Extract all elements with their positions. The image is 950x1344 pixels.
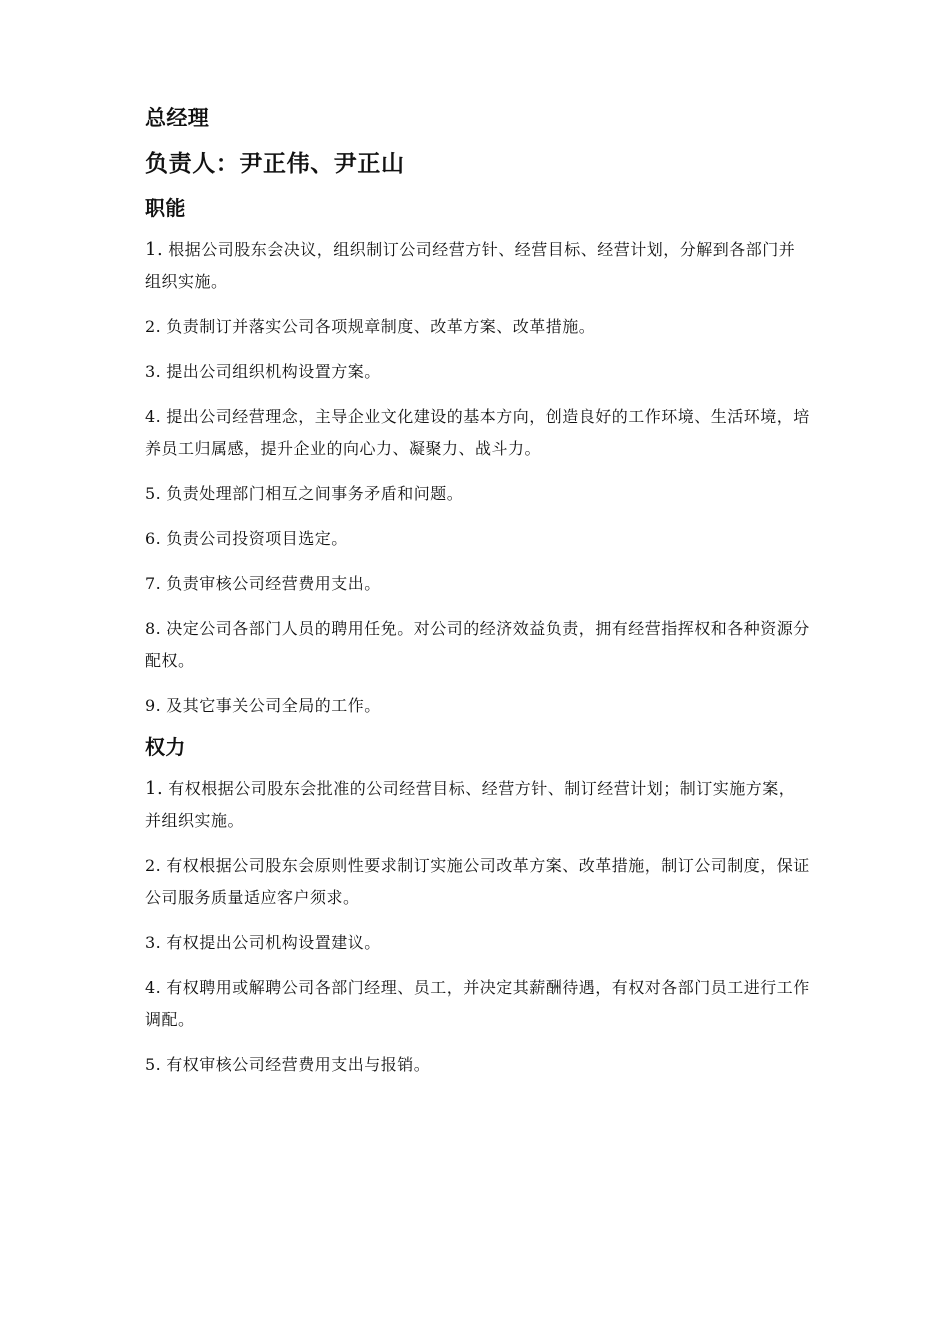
list-text: 及其它事关公司全局的工作。 — [166, 696, 381, 715]
list-item — [145, 690, 810, 722]
list-number: 4. — [145, 407, 162, 426]
list-item — [145, 773, 810, 837]
list-number: 7. — [145, 574, 162, 593]
list-text: 提出公司组织机构设置方案。 — [166, 362, 381, 381]
list-number: 3. — [145, 933, 162, 952]
functions-list — [145, 234, 810, 722]
document-content — [145, 102, 810, 1094]
list-item — [145, 568, 810, 600]
list-number: 5. — [145, 484, 162, 503]
list-text: 负责处理部门相互之间事务矛盾和问题。 — [166, 484, 464, 503]
powers-list — [145, 773, 810, 1081]
list-number: 8. — [145, 619, 162, 638]
list-item — [145, 311, 810, 343]
section-heading-powers: 权力 — [145, 735, 186, 759]
list-text: 有权提出公司机构设置建议。 — [166, 933, 381, 952]
list-item — [145, 927, 810, 959]
list-item — [145, 850, 810, 914]
list-item — [145, 523, 810, 555]
section-functions — [145, 193, 810, 722]
list-text: 提出公司经营理念，主导企业文化建设的基本方向，创造良好的工作环境、生活环境，培养员工归属感，提升企业的向心力、凝聚力、战斗力。 — [145, 407, 810, 458]
list-text: 有权根据公司股东会原则性要求制订实施公司改革方案、改革措施，制订公司制度，保证公司服务质量适应客户须求。 — [145, 856, 810, 907]
list-item — [145, 972, 810, 1036]
list-text: 负责审核公司经营费用支出。 — [166, 574, 381, 593]
list-text: 有权聘用或解聘公司各部门经理、员工，并决定其薪酬待遇，有权对各部门员工进行工作调配。 — [145, 978, 810, 1029]
list-item — [145, 234, 810, 298]
section-powers — [145, 732, 810, 1081]
list-item — [145, 613, 810, 677]
list-number: 5. — [145, 1055, 162, 1074]
section-heading-functions: 职能 — [145, 196, 186, 220]
list-item — [145, 1049, 810, 1081]
list-number: 3. — [145, 362, 162, 381]
list-text: 有权审核公司经营费用支出与报销。 — [166, 1055, 431, 1074]
list-item — [145, 478, 810, 510]
page-title: 总经理 — [145, 106, 210, 130]
owner-line: 负责人：尹正伟、尹正山 — [145, 151, 405, 177]
list-item — [145, 356, 810, 388]
list-text: 负责公司投资项目选定。 — [166, 529, 348, 548]
list-text: 有权根据公司股东会批准的公司经营目标、经营方针、制订经营计划；制订实施方案，并组织实施。 — [145, 779, 796, 830]
list-text: 负责制订并落实公司各项规章制度、改革方案、改革措施。 — [166, 317, 596, 336]
list-text: 决定公司各部门人员的聘用任免。对公司的经济效益负责，拥有经营指挥权和各种资源分配权。 — [145, 619, 810, 670]
list-number: 2. — [145, 856, 162, 875]
list-number: 1. — [145, 239, 164, 260]
list-item — [145, 401, 810, 465]
list-number: 9. — [145, 696, 162, 715]
list-number: 4. — [145, 978, 162, 997]
list-number: 1. — [145, 778, 164, 799]
list-number: 2. — [145, 317, 162, 336]
list-text: 根据公司股东会决议，组织制订公司经营方针、经营目标、经营计划，分解到各部门并组织实施。 — [145, 240, 796, 291]
list-number: 6. — [145, 529, 162, 548]
